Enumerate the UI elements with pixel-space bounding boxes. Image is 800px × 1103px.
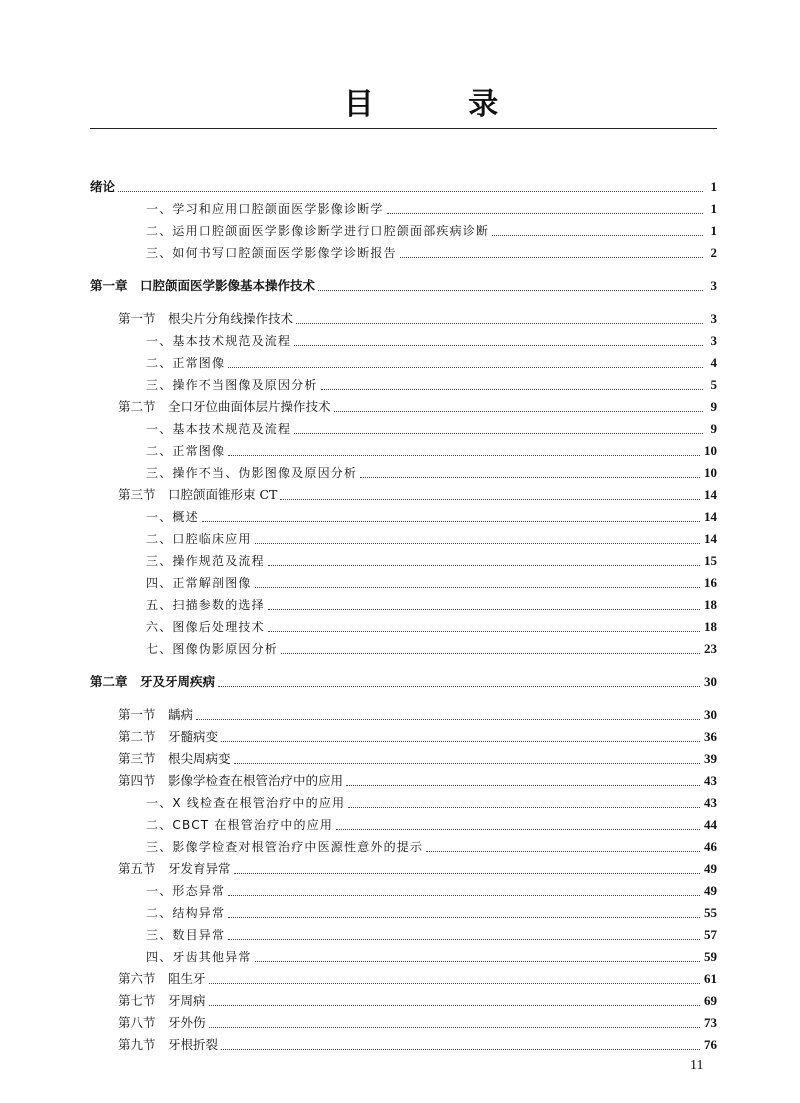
toc-entry-label: 第一章 口腔颌面医学影像基本操作技术 xyxy=(90,278,316,293)
title-divider xyxy=(90,128,717,129)
toc-entry-page: 2 xyxy=(710,245,717,260)
toc-entry-label: 第七节 牙周病 xyxy=(118,993,206,1008)
toc-entry-label: 二、正常图像 xyxy=(146,444,226,458)
dot-leader xyxy=(360,477,700,478)
dot-leader xyxy=(234,763,700,764)
dot-leader xyxy=(209,983,700,984)
toc-entry-label: 第六节 阻生牙 xyxy=(118,971,206,986)
toc-entry-page: 30 xyxy=(704,707,717,722)
toc-entry-page: 46 xyxy=(704,839,717,854)
toc-entry-label: 绪论 xyxy=(90,179,116,194)
dot-leader xyxy=(196,719,700,720)
toc-subsection[interactable] xyxy=(90,550,717,572)
toc-entry-label: 第三节 根尖周病变 xyxy=(118,751,231,766)
toc-entry-page: 18 xyxy=(704,619,717,634)
dot-leader xyxy=(318,290,703,291)
dot-leader xyxy=(426,851,700,852)
toc-entry-page: 49 xyxy=(704,861,717,876)
toc-subsection[interactable] xyxy=(90,462,717,484)
toc-entry-label: 七、图像伪影原因分析 xyxy=(146,642,279,656)
toc-entry-page: 10 xyxy=(704,465,717,480)
toc-entry-page: 14 xyxy=(704,509,717,524)
dot-leader xyxy=(492,235,703,236)
toc-entry-page: 36 xyxy=(704,729,717,744)
toc-subsection[interactable] xyxy=(90,792,717,814)
toc-entry-label: 第四节 影像学检查在根管治疗中的应用 xyxy=(118,773,344,788)
toc-subsection[interactable] xyxy=(90,572,717,594)
toc-subsection[interactable] xyxy=(90,836,717,858)
toc-entry-label: 一、X 线检查在根管治疗中的应用 xyxy=(146,796,346,810)
page-number: 11 xyxy=(690,1058,704,1073)
toc-entry-page: 9 xyxy=(710,421,717,436)
toc-entry-page: 10 xyxy=(704,443,717,458)
toc-section[interactable] xyxy=(90,968,717,990)
toc-subsection[interactable] xyxy=(90,418,717,440)
toc-entry-page: 23 xyxy=(704,641,717,656)
toc-entry-page: 4 xyxy=(710,355,717,370)
toc-entry-page: 5 xyxy=(710,377,717,392)
toc-entry-page: 61 xyxy=(704,971,717,986)
toc-entry-label: 一、基本技术规范及流程 xyxy=(146,422,292,436)
toc-entry-label: 第二章 牙及牙周疾病 xyxy=(90,674,216,689)
toc-entry-label: 一、形态异常 xyxy=(146,884,226,898)
dot-leader xyxy=(221,1049,700,1050)
dot-leader xyxy=(294,433,703,434)
toc-entry-label: 第二节 牙髓病变 xyxy=(118,729,219,744)
dot-leader xyxy=(228,455,700,456)
toc-entry-page: 15 xyxy=(704,553,717,568)
dot-leader xyxy=(234,873,700,874)
toc-subsection[interactable] xyxy=(90,506,717,528)
toc-entry-page: 76 xyxy=(704,1037,717,1052)
toc-entry-page: 1 xyxy=(710,223,717,238)
toc-entry-label: 二、结构异常 xyxy=(146,906,226,920)
toc-subsection[interactable] xyxy=(90,374,717,396)
toc-entry-page: 55 xyxy=(704,905,717,920)
toc-section[interactable] xyxy=(90,770,717,792)
toc-subsection[interactable] xyxy=(90,638,717,660)
toc-section[interactable] xyxy=(90,990,717,1012)
dot-leader xyxy=(118,191,703,192)
toc-entry-page: 49 xyxy=(704,883,717,898)
toc-subsection[interactable] xyxy=(90,330,717,352)
toc-entry-page: 57 xyxy=(704,927,717,942)
toc-section[interactable] xyxy=(90,704,717,726)
toc-entry-page: 3 xyxy=(710,278,717,293)
toc-entry-label: 六、图像后处理技术 xyxy=(146,620,265,634)
dot-leader xyxy=(268,631,700,632)
toc-section[interactable] xyxy=(90,1012,717,1034)
dot-leader xyxy=(346,785,700,786)
toc-entry-page: 14 xyxy=(704,531,717,546)
toc-entry-label: 三、操作不当、伪影图像及原因分析 xyxy=(146,466,358,480)
toc-subsection[interactable] xyxy=(90,242,717,264)
toc-entry-label: 三、操作规范及流程 xyxy=(146,554,265,568)
toc-entry-label: 三、影像学检查对根管治疗中医源性意外的提示 xyxy=(146,840,424,854)
dot-leader xyxy=(348,807,700,808)
toc-subsection[interactable] xyxy=(90,528,717,550)
dot-leader xyxy=(255,543,700,544)
toc-subsection[interactable] xyxy=(90,902,717,924)
toc-section[interactable] xyxy=(90,396,717,418)
dot-leader xyxy=(228,367,703,368)
toc-entry-page: 1 xyxy=(710,201,717,216)
toc-subsection[interactable] xyxy=(90,594,717,616)
toc-subsection[interactable] xyxy=(90,880,717,902)
toc-subsection[interactable] xyxy=(90,814,717,836)
toc-section[interactable] xyxy=(90,308,717,330)
toc-section[interactable] xyxy=(90,726,717,748)
toc-entry-label: 三、如何书写口腔颌面医学影像学诊断报告 xyxy=(146,246,397,260)
dot-leader xyxy=(228,917,700,918)
toc-entry-page: 3 xyxy=(710,311,717,326)
dot-leader xyxy=(268,609,700,610)
dot-leader xyxy=(280,499,700,500)
toc-entry-label: 第九节 牙根折裂 xyxy=(118,1037,219,1052)
toc-entry-page: 30 xyxy=(704,674,717,689)
table-of-contents xyxy=(90,176,717,1056)
dot-leader xyxy=(321,389,703,390)
dot-leader xyxy=(387,213,703,214)
dot-leader xyxy=(221,741,700,742)
toc-subsection[interactable] xyxy=(90,924,717,946)
dot-leader xyxy=(255,587,700,588)
page-title: 目 录 xyxy=(343,87,541,122)
toc-entry-label: 第五节 牙发育异常 xyxy=(118,861,231,876)
toc-entry-label: 二、口腔临床应用 xyxy=(146,532,252,546)
toc-entry-page: 39 xyxy=(704,751,717,766)
toc-entry-page: 43 xyxy=(704,773,717,788)
dot-leader xyxy=(209,1027,700,1028)
toc-subsection[interactable] xyxy=(90,220,717,242)
toc-entry-label: 二、运用口腔颌面医学影像诊断学进行口腔颌面部疾病诊断 xyxy=(146,224,490,238)
toc-entry-label: 四、牙齿其他异常 xyxy=(146,950,252,964)
toc-chapter[interactable] xyxy=(90,671,717,693)
section-spacer xyxy=(90,660,717,671)
toc-section[interactable] xyxy=(90,748,717,770)
toc-section[interactable] xyxy=(90,1034,717,1056)
dot-leader xyxy=(255,961,700,962)
toc-entry-label: 三、数目异常 xyxy=(146,928,226,942)
toc-entry-page: 44 xyxy=(704,817,717,832)
dot-leader xyxy=(209,1005,700,1006)
toc-entry-label: 第二节 全口牙位曲面体层片操作技术 xyxy=(118,399,331,414)
toc-entry-page: 59 xyxy=(704,949,717,964)
toc-subsection[interactable] xyxy=(90,352,717,374)
toc-entry-page: 3 xyxy=(710,333,717,348)
toc-entry-label: 一、概述 xyxy=(146,510,199,524)
dot-leader xyxy=(228,895,700,896)
toc-section[interactable] xyxy=(90,858,717,880)
toc-subsection[interactable] xyxy=(90,616,717,638)
toc-entry-page: 14 xyxy=(704,487,717,502)
dot-leader xyxy=(228,939,700,940)
toc-entry-label: 一、基本技术规范及流程 xyxy=(146,334,292,348)
toc-entry-page: 9 xyxy=(710,399,717,414)
toc-entry-label: 第一节 根尖片分角线操作技术 xyxy=(118,311,294,326)
toc-section[interactable] xyxy=(90,484,717,506)
toc-entry-page: 73 xyxy=(704,1015,717,1030)
toc-chapter[interactable] xyxy=(90,176,717,198)
toc-entry-page: 18 xyxy=(704,597,717,612)
toc-entry-page: 43 xyxy=(704,795,717,810)
dot-leader xyxy=(400,257,703,258)
section-spacer xyxy=(90,693,717,704)
dot-leader xyxy=(294,345,703,346)
toc-entry-page: 1 xyxy=(710,179,717,194)
toc-entry-page: 16 xyxy=(704,575,717,590)
toc-entry-label: 第三节 口腔颌面锥形束 CT xyxy=(118,487,278,502)
toc-entry-label: 第一节 龋病 xyxy=(118,707,194,722)
toc-chapter[interactable] xyxy=(90,275,717,297)
dot-leader xyxy=(281,653,700,654)
dot-leader xyxy=(218,686,700,687)
dot-leader xyxy=(334,411,703,412)
section-spacer xyxy=(90,297,717,308)
dot-leader xyxy=(202,521,700,522)
section-spacer xyxy=(90,264,717,275)
toc-subsection[interactable] xyxy=(90,440,717,462)
toc-entry-label: 一、学习和应用口腔颌面医学影像诊断学 xyxy=(146,202,384,216)
toc-entry-label: 三、操作不当图像及原因分析 xyxy=(146,378,318,392)
toc-entry-label: 二、正常图像 xyxy=(146,356,226,370)
toc-entry-label: 二、CBCT 在根管治疗中的应用 xyxy=(146,818,334,832)
toc-entry-label: 四、正常解剖图像 xyxy=(146,576,252,590)
toc-subsection[interactable] xyxy=(90,198,717,220)
dot-leader xyxy=(268,565,700,566)
toc-subsection[interactable] xyxy=(90,946,717,968)
dot-leader xyxy=(296,323,703,324)
toc-entry-page: 69 xyxy=(704,993,717,1008)
toc-entry-label: 第八节 牙外伤 xyxy=(118,1015,206,1030)
toc-entry-label: 五、扫描参数的选择 xyxy=(146,598,265,612)
dot-leader xyxy=(336,829,700,830)
